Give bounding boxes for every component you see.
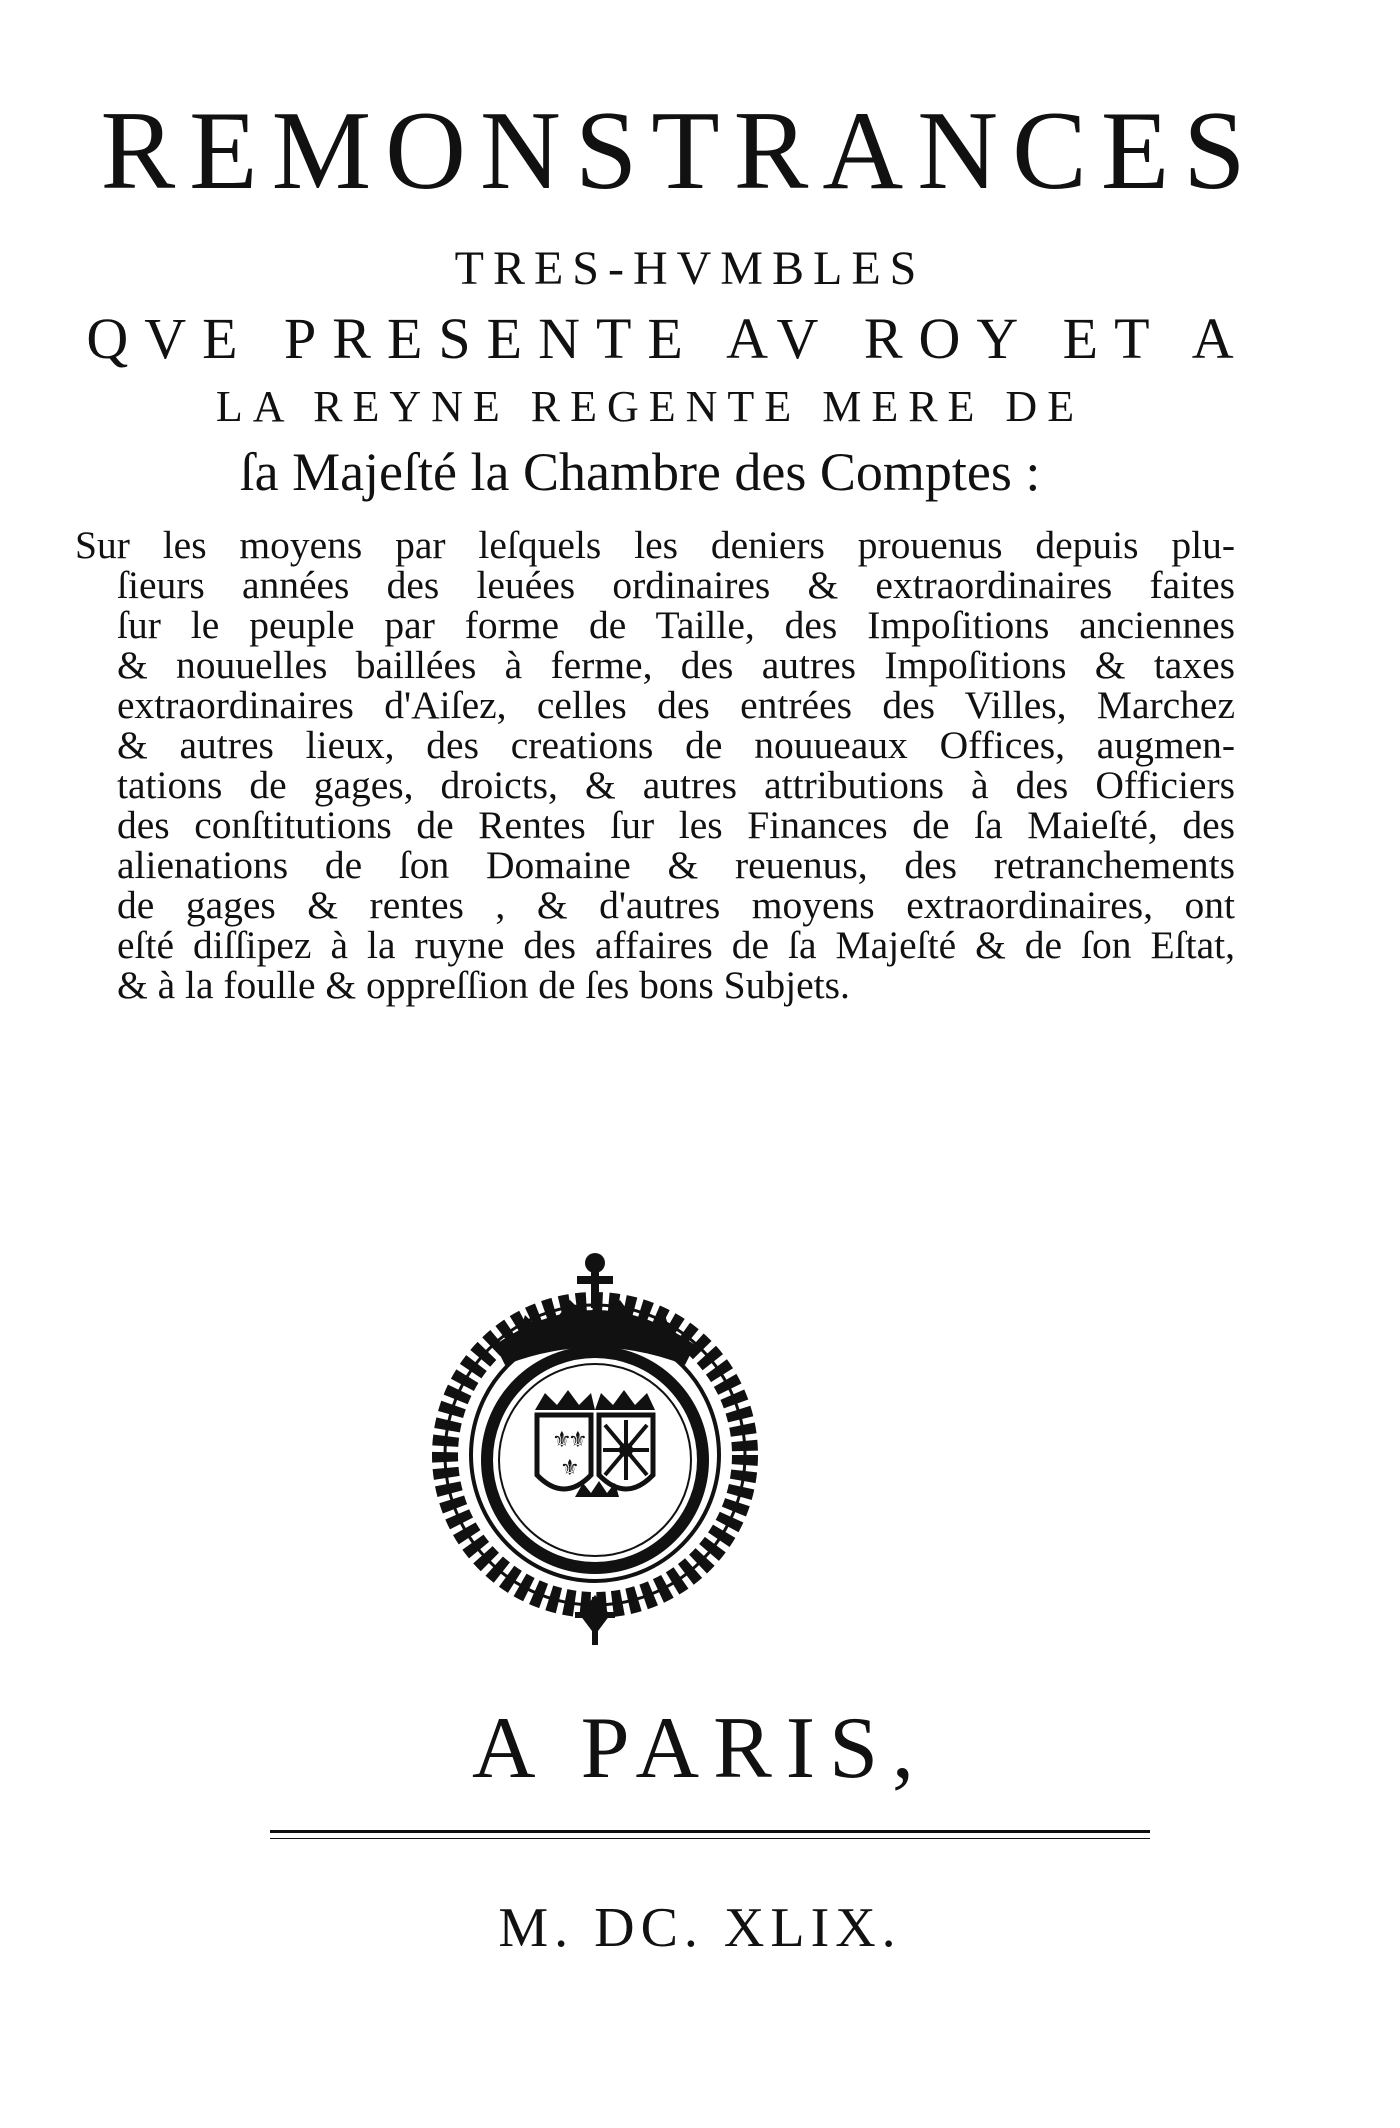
summary-line: alienations de ſon Domaine & reuenus, des retranchements — [117, 843, 1235, 887]
summary-line: extraordinaires d'Aiſez, celles des entrées des Villes, Marchez — [117, 683, 1235, 727]
svg-text:⚜: ⚜ — [568, 1428, 588, 1453]
summary-paragraph — [75, 525, 1235, 1005]
svg-text:⚜: ⚜ — [552, 1428, 572, 1453]
summary-line: & à la foulle & oppreſſion de ſes bons Subjets. — [117, 963, 850, 1007]
summary-line: eſté diſſipez à la ruyne des affaires de ſa Majeſté & de ſon Eſtat, — [117, 923, 1235, 967]
subtitle: TRES-HVMBLES — [454, 242, 926, 295]
imprint-rule — [270, 1830, 1150, 1833]
imprint-place: A PARIS, — [471, 1700, 929, 1797]
summary-line: & nouuelles baillées à ferme, des autres Impoſitions & taxes — [117, 643, 1235, 687]
svg-text:⚜: ⚜ — [560, 1456, 580, 1481]
royal-coat-of-arms-emblem — [425, 1235, 765, 1655]
dedication-line-2: LA REYNE REGENTE MERE DE — [215, 382, 1085, 431]
summary-line: ſieurs années des leuées ordinaires & extraordinaires faites — [117, 563, 1235, 607]
summary-line: ſur le peuple par forme de Taille, des Impoſitions anciennes — [117, 603, 1235, 647]
imprint-rule-thin — [270, 1838, 1150, 1839]
dedication-line-3: ſa Majeſté la Chambre des Comptes : — [239, 442, 1041, 502]
summary-line: des conſtitutions de Rentes ſur les Finances de ſa Maieſté, des — [117, 803, 1235, 847]
imprint-date: M. DC. XLIX. — [498, 1897, 902, 1959]
page-title: REMONSTRANCES — [100, 89, 1260, 213]
summary-line: & autres lieux, des creations de nouueaux Offices, augmen- — [117, 723, 1235, 767]
summary-line: Sur les moyens par leſquels les deniers prouenus depuis plu- — [75, 523, 1235, 567]
summary-line: de gages & rentes , & d'autres moyens extraordinaires, ont — [117, 883, 1235, 927]
summary-line: tations de gages, droicts, & autres attributions à des Officiers — [117, 763, 1235, 807]
dedication-line-1: QVE PRESENTE AV ROY ET A — [86, 306, 1250, 371]
